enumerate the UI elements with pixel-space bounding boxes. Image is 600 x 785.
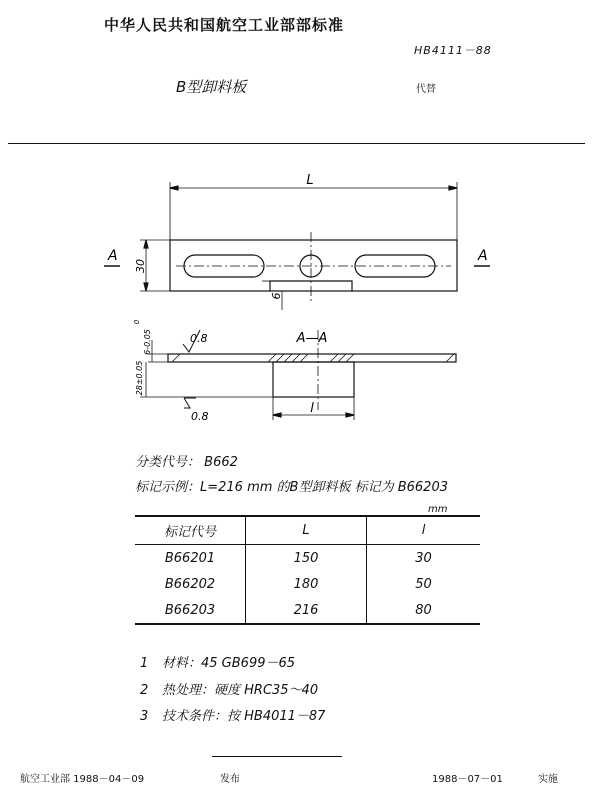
cell-L: 180 [246, 571, 367, 597]
header-rule [8, 143, 585, 144]
plate-outline [170, 240, 457, 291]
section-title: A—A [296, 331, 328, 346]
note-item [140, 679, 318, 698]
section-boss [273, 362, 354, 397]
cell-L: 150 [246, 545, 367, 572]
cell-code: B66201 [135, 545, 246, 572]
cell-code: B66203 [135, 597, 246, 624]
engineering-drawing [0, 150, 600, 450]
dim-30-label: 30 [134, 259, 147, 273]
standard-code: HB4111－88 [414, 44, 492, 57]
cell-l: 50 [415, 576, 432, 592]
table-unit: mm [428, 504, 448, 515]
cell-L: 216 [246, 597, 367, 624]
cell-code: B66202 [135, 571, 246, 597]
roughness-top-label: 0.8 [190, 332, 208, 345]
note-text: 材料：45 GB699－65 [162, 656, 296, 671]
header-mark-code: 标记代号 [135, 516, 246, 545]
cell-l: 80 [367, 597, 481, 624]
height-tolerance: 28±0.05 [135, 360, 144, 396]
header-l: l [367, 516, 481, 545]
table-row [135, 545, 480, 572]
note-number: 3 [140, 709, 149, 724]
marking-example: 标记示例：L=216 mm 的B型卸料板 标记为 B66203 [135, 480, 448, 495]
issuing-organization: 中华人民共和国航空工业部部标准 [104, 16, 345, 34]
roughness-symbol-bottom [184, 398, 190, 408]
note-number: 1 [140, 656, 149, 671]
header-L: L [246, 516, 367, 545]
dim-l-label: l [310, 401, 314, 416]
footer-effective-date: 1988－07－01 [432, 774, 503, 785]
classification-value: B662 [204, 455, 238, 470]
section-mark-right: A [478, 248, 488, 264]
footer-issuer: 航空工业部 1988－04－09 [20, 774, 145, 785]
thickness-tolerance-upper: 0 [133, 319, 141, 325]
classification-label: 分类代号： [135, 455, 201, 470]
dim-L-label: L [306, 173, 314, 188]
footer-issue-word: 发布 [220, 774, 240, 785]
standard-title: B型卸料板 [176, 78, 247, 96]
note-text: 热处理：硬度 HRC35～40 [162, 683, 319, 698]
thickness-tolerance: 6-0.05 [143, 329, 152, 355]
table-row [135, 571, 480, 597]
note-item [140, 652, 295, 671]
section-mark-left: A [108, 248, 118, 264]
section-plate [168, 354, 456, 362]
classification-line [135, 451, 238, 470]
replaces-label: 代替 [416, 84, 436, 95]
roughness-bottom-label: 0.8 [191, 410, 209, 423]
note-number: 2 [140, 683, 149, 698]
note-text: 技术条件：按 HB4011－87 [162, 709, 326, 724]
dim-6-label: 6 [270, 292, 283, 300]
plan-view [104, 182, 490, 310]
end-rule [212, 756, 342, 757]
dimension-table [135, 515, 480, 625]
table-header-row [135, 516, 480, 545]
footer-effective-word: 实施 [538, 774, 558, 785]
cell-l: 30 [415, 550, 432, 566]
table-row [135, 597, 480, 624]
note-item [140, 705, 325, 724]
